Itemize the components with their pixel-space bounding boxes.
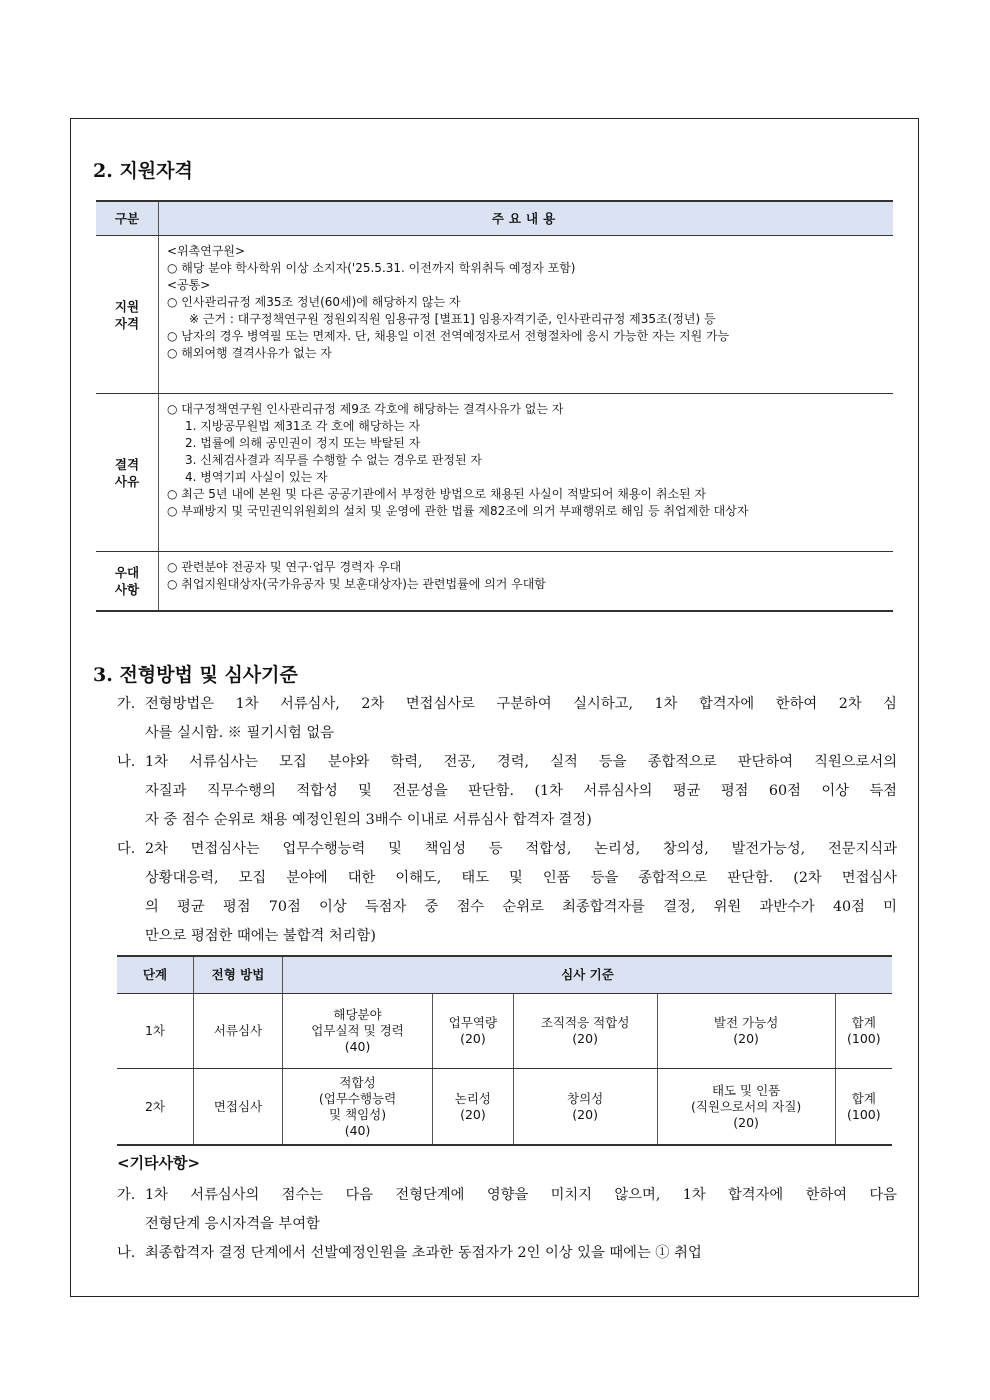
content-line: <위촉연구원> (167, 244, 246, 258)
criteria-line: 논리성 (454, 1090, 492, 1106)
criteria-cell (657, 994, 835, 1069)
content-line: <공통> (167, 278, 211, 292)
criteria-line: (업무수행능력 (318, 1090, 397, 1106)
criteria-line: 업무실적 및 경력 (311, 1023, 404, 1038)
list-text: 상황대응력, 모집 분야에 대한 이해도, 태도 및 인품 등을 종합적으로 판단함. (2차 면접심사 (145, 870, 897, 886)
row-content (159, 552, 894, 612)
content-line: ○ 취업지원대상자(국가유공자 및 보훈대상자)는 관련법률에 의거 우대함 (167, 577, 546, 591)
list-text: 자질과 직무수행의 적합성 및 전문성을 판단함. (1차 서류심사의 평균 평점 60점 이상 득점 (145, 783, 897, 799)
content-line: ○ 부패방지 및 국민권익위원회의 설치 및 운영에 관한 법률 제82조에 의거 부패행위로 해임 등 취업제한 대상자 (167, 504, 749, 518)
list-marker: 가. (117, 696, 136, 712)
selection-method-list (117, 690, 897, 951)
content-line: ○ 인사관리규정 제35조 정년(60세)에 해당하지 않는 자 (167, 295, 461, 309)
header-stage: 단계 (117, 956, 194, 994)
criteria-cell (513, 994, 657, 1069)
criteria-line: (20) (733, 1031, 759, 1046)
row-content (159, 394, 894, 552)
content-line: ○ 최근 5년 내에 본원 및 다른 공공기관에서 부정한 방법으로 채용된 사실이 적발되어 채용이 취소된 자 (167, 487, 707, 501)
criteria-table (117, 955, 892, 1146)
criteria-line: 태도 및 인품 (711, 1082, 781, 1098)
criteria-line: (20) (460, 1031, 486, 1046)
content-line: ○ 해외여행 결격사유가 없는 자 (167, 346, 332, 360)
criteria-line: 합계 (851, 1015, 876, 1030)
criteria-line: (직원으로서의 자질) (690, 1098, 802, 1114)
list-text: 1차 서류심사의 점수는 다음 전형단계에 영향을 미치지 않으며, 1차 합격자에 한하여 다음 (145, 1187, 897, 1203)
criteria-line: (100) (847, 1031, 881, 1046)
list-text: 전형단계 응시자격을 부여함 (145, 1216, 320, 1232)
content-line: 1. 지방공무원법 제31조 각 호에 해당하는 자 (185, 419, 421, 433)
content-line: 2. 법률에 의해 공민권이 정지 또는 박탈된 자 (185, 436, 421, 450)
list-text: 만으로 평점한 때에는 불합격 처리함) (145, 928, 376, 944)
table-row (117, 994, 892, 1069)
content-line: ○ 대구정책연구원 인사관리규정 제9조 각호에 해당하는 결격사유가 없는 자 (167, 402, 564, 416)
criteria-line: (100) (847, 1106, 881, 1122)
criteria-line: (40) (344, 1122, 371, 1138)
content-line: ○ 관련분야 전공자 및 연구·업무 경력자 우대 (167, 560, 402, 574)
criteria-line: 조직적응 적합성 (540, 1015, 630, 1030)
row-label: 우대 사항 (96, 552, 159, 612)
list-item (117, 690, 897, 719)
content-line: ○ 해당 분야 학사학위 이상 소지자('25.5.31. 이전까지 학위취득 예정자 포함) (167, 261, 576, 275)
list-text: 2차 면접심사는 업무수행능력 및 책임성 등 적합성, 논리성, 창의성, 발전가능성, 전문지식과 (145, 841, 897, 857)
section-3-title: 3. 전형방법 및 심사기준 (93, 664, 298, 686)
criteria-line: (20) (460, 1106, 486, 1122)
criteria-line: 적합성 (339, 1074, 376, 1090)
criteria-line: (20) (572, 1031, 598, 1046)
misc-list (117, 1181, 897, 1268)
list-marker: 가. (117, 1187, 136, 1203)
header-content: 주요내용 (159, 201, 894, 236)
header-method: 전형 방법 (194, 956, 283, 994)
list-item (117, 1239, 897, 1268)
table-row-eligibility (96, 236, 893, 394)
table-row-disqualification (96, 394, 893, 552)
criteria-cell (513, 1069, 657, 1146)
list-text: 자 중 점수 순위로 채용 예정인원의 3배수 이내로 서류심사 합격자 결정) (145, 812, 592, 828)
list-marker: 나. (117, 754, 136, 770)
row-label: 결격 사유 (96, 394, 159, 552)
criteria-table-header (117, 956, 892, 994)
list-text: 최종합격자 결정 단계에서 선발예정인원을 초과한 동점자가 2인 이상 있을 때에는 ① 취업 (145, 1245, 702, 1261)
stage-cell: 1차 (117, 994, 194, 1069)
list-text: 사를 실시함. ※ 필기시험 없음 (145, 725, 334, 741)
misc-title: <기타사항> (117, 1154, 201, 1172)
method-cell: 서류심사 (194, 994, 283, 1069)
table-row (117, 1069, 892, 1146)
table-row-preference (96, 552, 893, 612)
content-line: 4. 병역기피 사실이 있는 자 (185, 470, 328, 484)
list-marker: 다. (117, 841, 136, 857)
criteria-line: 업무역량 (448, 1015, 498, 1030)
list-item (117, 835, 897, 864)
content-line: ※ 근거 : 대구정책연구원 정원외직원 임용규정 [별표1] 임용자격기준, 인사관리규정 제35조(정년) 등 (189, 312, 716, 326)
criteria-cell (433, 1069, 514, 1146)
list-item (117, 748, 897, 777)
qualification-table-header (96, 201, 893, 236)
criteria-cell (283, 994, 433, 1069)
criteria-cell (835, 994, 892, 1069)
method-cell: 면접심사 (194, 1069, 283, 1146)
criteria-line: (20) (733, 1114, 759, 1130)
criteria-line: 창의성 (567, 1090, 604, 1106)
criteria-cell (657, 1069, 835, 1146)
row-content (159, 236, 894, 394)
criteria-line: 합계 (851, 1090, 876, 1106)
criteria-line: 해당분야 (333, 1007, 382, 1022)
list-text: 의 평균 평점 70점 이상 득점자 중 점수 순위로 최종합격자를 결정, 위원 과반수가 40점 미 (145, 899, 897, 915)
list-text: 전형방법은 1차 서류심사, 2차 면접심사로 구분하여 실시하고, 1차 합격자에 한하여 2차 심 (145, 696, 897, 712)
criteria-line: (40) (344, 1039, 371, 1054)
header-criteria: 심사 기준 (283, 956, 893, 994)
list-text: 1차 서류심사는 모집 분야와 학력, 전공, 경력, 실적 등을 종합적으로 판단하여 직원으로서의 (145, 754, 897, 770)
criteria-cell (835, 1069, 892, 1146)
content-line: 3. 신체검사결과 직무를 수행할 수 없는 경우로 판정된 자 (185, 453, 482, 467)
criteria-cell (433, 994, 514, 1069)
row-label: 지원 자격 (96, 236, 159, 394)
section-2-title: 2. 지원자격 (93, 160, 193, 182)
content-line: ○ 남자의 경우 병역필 또는 면제자. 단, 채용일 이전 전역예정자로서 전형절차에 응시 가능한 자는 지원 가능 (167, 329, 730, 343)
list-item (117, 1181, 897, 1210)
criteria-line: 및 책임성) (328, 1106, 387, 1122)
header-category: 구분 (96, 201, 159, 236)
list-marker: 나. (117, 1245, 136, 1261)
qualification-table (96, 200, 893, 612)
criteria-cell (283, 1069, 433, 1146)
criteria-line: 발전 가능성 (713, 1015, 779, 1030)
stage-cell: 2차 (117, 1069, 194, 1146)
criteria-line: (20) (572, 1106, 598, 1122)
